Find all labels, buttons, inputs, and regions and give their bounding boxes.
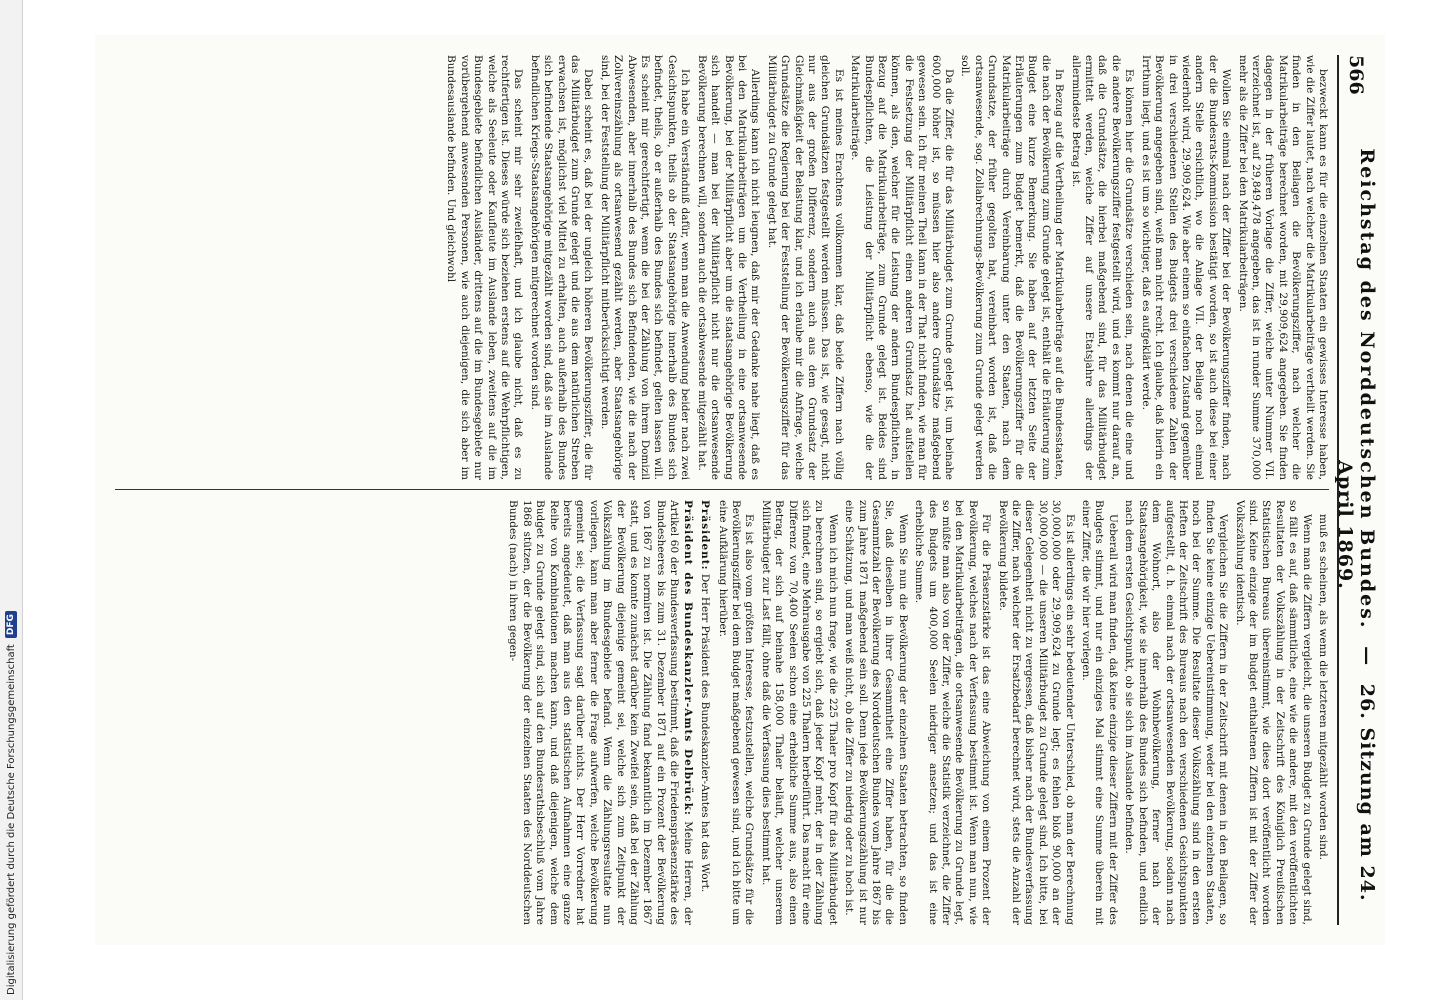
header-session: 26. Sitzung am 24. April 1869. <box>1334 460 1378 902</box>
paragraph: Wenn ich mich nun frage, wie die 225 Thaler pro Kopf für das Militärbudget zu berechnen sind, so ergiebt sich, daß jeder Kopf mehr, der in der Zählung sich findet, eine Mehrausgabe von 225 Thalern herbeiführt. Das macht für eine Differenz von 70,400 Seelen schon eine erhebliche Summe aus, also einen Betrag, der sich auf beinahe 158,000 Thaler beläuft, welcher unserem Militärbudget zur Last fällt, ohne daß die Verfassung dies bestimmt hat. <box>759 500 839 925</box>
credit-line <box>2 10 20 995</box>
header-title: Reichstag des Norddeutschen Bundes. <box>1356 148 1378 630</box>
paragraph: Es ist also vom größten Interesse, festzustellen, welche Grundsätze für die Bevölkerungsziffer bei dem Budget maßgebend gewesen sind, und ich bitte um eine Aufklärung hierüber. <box>716 500 756 925</box>
paragraph: Es ist allerdings ein sehr bedeutender Unterschied, ob man der Berechnung 30,000,000 oder 29,909,624 zu Grunde legt; es fehlen bloß 90,000 an der 30,000,000 — die unseren Militärbudget zu Grunde gelegt sind. Ich bitte, bei dieser Gelegenheit nicht zu vergessen, daß bisher nach der Bundesverfassung die Ziffer, nach welcher der Ersatzbedarf berechnet wird, stets die Anzahl der Bevölkerung bildete. <box>996 500 1076 925</box>
scanned-page <box>95 35 1385 945</box>
paragraph: Vergleichen Sie die Ziffern in der Zeitschrift mit denen in den Beilagen, so finden Sie keine einzige Uebereinstimmung, weder bei den einzelnen Staaten, noch bei der Summe. Die Resultate dieser Volkszählung sind in den ersten Heften der Zeitschrift des Bureaus nach den verschiedenen Gesichtspunkten aufgestellt, d. h. einmal nach der ortsanwesenden Bevölkerung, sodann nach dem Wohnort, also der Wohnbevölkerung, ferner nach der Staatsangehörigkeit, wie sie innerhalb des Bundes sich befinden, und endlich nach dem ersten Gesichtspunkt, ob sie sich im Auslande befinden. <box>1123 500 1230 925</box>
paragraph: muß es scheinen, als wenn die letzteren mitgezählt worden sind. <box>1317 514 1329 861</box>
page-number: 566 <box>1345 55 1367 95</box>
paragraph: Ich habe ein Verständniß dafür, wenn man die Anwendung beider nach zwei Gesichtspunkten, theils ob der Staatsangehörige innerhalb des Bundes sich befindet, theils, ob er außerhalb des Bundes sich befindet, gelten lassen will. Es scheint mir gerechtfertigt, wenn die bei der Zählung von ihrem Domizil Abwesenden, aber innerhalb des Bundes sich Befindenden, wie die nach der Zollvereinszählung als ortsanwesend gezählt werden, aber Staatsangehörige sind, bei der Feststellung der Militärpflicht mitberücksichtigt werden. <box>598 55 692 480</box>
paragraph: Dabei scheint es, daß bei der ungleich höheren Bevölkerungsziffer, die für das Militärbudget zum Grunde gelegt und die aus dem natürlichen Streben erwachsen ist, möglichst viel Mittel zu erhalten, auch außerhalb des Bundes sich befindende Staatsangehörige mitgezählt worden sind, daß sie im Auslande befindlichen Kriegs-Staatsangehörigen mitgerechnet worden sind. <box>528 55 595 480</box>
paragraph: Da die Ziffer, die für das Militärbudget zum Grunde gelegt ist, um beinahe 600,000 höher ist, so müssen hier also andere Grundsätze maßgebend gewesen sein. Ich für meinen Theil kann in der That nicht finden, wie man für die Festsetzung der Militärpflicht einen anderen Grundsatz hat aufstellen können, als den, welcher für die Leistung der andern Bundespflichten, in Bezug auf die Matrikularbeiträge, zum Grunde gelegt ist. Beides sind Bundespflichten, die Leistung der Militärpflicht ebenso, wie die der Matrikularbeiträge. <box>849 55 956 480</box>
paragraph: In Bezug auf die Vertheilung der Matrikularbeiträge auf die Bundesstaaten, die nach der Bevölkerung zum Grunde gelegt ist, enthält die Erläuterung zum Budget eine kurze Bemerkung. Sie haben auf der letzten Seite der Erläuterungen zum Budget bemerkt, daß die Bevölkerungsziffer für die Matrikularbeiträge durch Vereinbarung unter den Staaten, nach dem Grundsatze, der früher gegolten hat, vereinbart worden ist, daß die ortsanwesende, sog. Zollabrechnungs-Bevölkerung zum Grunde gelegt werden soll. <box>959 55 1066 480</box>
header-line <box>1334 125 1378 925</box>
header-separator: — <box>1356 646 1378 668</box>
paragraph: Wollen Sie einmal nach der Ziffer bei der Bevölkerungsziffer finden, nach der die Bundesrats-Kommission bestätigt worden, so ist auch diese bei einer andern Stelle ersichtlich, wo die Anlage VII. der Beilage noch einmal wiederholt wird, 29,909,624. Wie aber einem so einfachen Zustand gegenüber in drei verschiedenen Stellen des Budgets drei verschiedene Zahlen der Bevölkerung angegeben sind, weiß man nicht recht. Ich glaube, daß hierin ein Irrthum liegt, und es ist um so wichtiger, daß es aufgeklärt werde. <box>1139 55 1233 480</box>
page-header <box>1334 55 1378 925</box>
paragraph: Ueberall wird man finden, daß keine einzige dieser Ziffern mit der Ziffer des Budgets stimmt, und nur ein einziges Mal stimmt eine Summe überein mit einer Ziffer, die wir hier vorlegen. <box>1080 500 1119 925</box>
paragraph: Das scheint mir sehr zweifelhaft, und ich glaube nicht, daß es zu rechtfertigen ist. Dieses würde sich beziehen erstens auf die Wehrpflichtigen, welche als Seeleute oder Kaufleute im Auslande leben, zweitens auf die im Bundesgebiete befindlichen Ausländer, drittens auf die im Bundesgebiete nur vorübergehend anwesenden Personen, wie auch diejenigen, die sich aber im Bundesauslande befinden. Und gleichwohl <box>445 55 525 480</box>
speech-delbrueck <box>506 500 694 925</box>
speaker-name: Präsident: <box>699 500 712 571</box>
left-column <box>115 55 1329 480</box>
column-divider <box>115 489 1329 490</box>
paragraph: Für die Präsenzstärke ist das eine Abweichung von einem Prozent der Bevölkerung, welches nach der Verfassung bestimmt ist. Wenn man nun, wie bei den Matrikularbeiträgen, die ortsanwesende Bevölkerung zu Grunde legt, so müßte man also von der Ziffer, welche die Statistik verzeichnet, die Ziffer des Budgets um 400,000 Seelen niedriger ansetzen; und das ist eine erhebliche Summe. <box>913 500 993 925</box>
speech-president <box>698 500 711 925</box>
paragraph: Es ist meines Erachtens vollkommen klar, daß beide Ziffern nach völlig gleichen Grundsätzen festgestellt werden müssen. Das ist, wie gesagt, nicht nur aus der großen Differenz, sondern auch aus dem Grundsatz der Gleichmäßigkeit der Belastung klar, und ich erlaube mir die Anfrage, welche Grundsätze die Regierung bei der Feststellung der Bevölkerungsziffer für das Militärbudget zu Grunde gelegt hat. <box>765 55 845 480</box>
speech-text: Der Herr Präsident des Bundeskanzler-Amtes hat das Wort. <box>699 573 712 893</box>
speaker-name: Präsident des Bundeskanzler-Amts Delbrück: <box>681 500 694 816</box>
paragraph: bezweckt kann es für die einzelnen Staaten ein gewisses Interesse haben, wie die Ziffer lautet, nach welcher die Matrikularbeiträge vertheilt werden. Sie finden in den Beilagen die Bevölkerungsziffer, nach welcher die Matrikularbeiträge berechnet worden, mit 29,909,624 angegeben. Sie finden dagegen in der früheren Vorlage die Ziffer, welche unter Nummer VII. verzeichnet ist, auf 29,849,478 angegeben, das ist in runder Summe 370,000 mehr als die Ziffer bei den Matrikularbeiträgen. <box>1236 55 1329 480</box>
left-sidebar <box>0 0 23 1000</box>
credit-text: Digitalisierung gefördert durch die Deutsche Forschungsgemeinschaft <box>5 644 17 995</box>
page-content <box>95 35 1385 945</box>
paragraph: Es können hier die Grundsätze verschieden sein, nach denen die eine und die andere Bevölkerungsziffer festgestellt wird, und es kommt nur darauf an, daß die Grundsätze, die hierbei maßgebend sind, für das Militärbudget ermittelt werden, welche Ziffer auf unsere Etatsjahre allerdings der allermindeste Betrag ist. <box>1069 55 1136 480</box>
speech-text: Meine Herren, der Artikel 60 der Bundesverfassung bestimmt, daß die Friedenspräsenzstärke des Bundesheeres bis zum 31. Dezember 1871 auf ein Prozent der Bevölkerung von 1867 zu normiren ist. Die Zählung fand bekanntlich im Dezember 1867 statt, und es konnte zunächst darüber kein Zweifel sein, daß bei der Zählung der Bevölkerung diejenige gemeint sei, welche sich zum Zeitpunkt der Volkszählung im Bundesgebiete befand. Wenn die Zählungsresultate nun vorliegen, kann man aber ferner die Frage aufwerfen, welche Bevölkerung gemeint sei; die Verfassung sagt darüber nichts. Der Herr Vorredner hat bereits angedeutet, daß man aus den statistischen Aufnahmen eine ganze Reihe von Kombinationen machen kann, und daß diejenigen, welche dem Budget zu Grunde gelegt sind, sich auf den Bundesrathsbeschluß vom Jahre 1868 stützen, der die Bevölkerung der einzelnen Staaten des Norddeutschen Bundes (nach) in ihren gegen- <box>507 500 694 925</box>
dfg-logo: DFG <box>5 611 17 638</box>
paragraph: Allerdings kann ich nicht leugnen, daß mir der Gedanke nahe liegt, daß es bei den Matrikularbeiträgen um die Vertheilung in eine ortsanwesende Bevölkerung, bei der Militärpflicht aber um die staatsangehörige Bevölkerung sich handelt — man bei der Militärpflicht nicht nur die ortsanwesende Bevölkerung berechnen will, sondern auch die ortsabwesende mitgezählt hat. <box>695 55 762 480</box>
paragraph: Wenn man die Ziffern vergleicht, die unseren Budget zu Grunde gelegt sind, so fällt es auf, daß sämmtliche, eine wie die andere, mit den veröffentlichten Resultaten der Volkszählung in der Zeitschrift des Königlich Preußischen Statistischen Bureaus übereinstimmt, wie diese dort veröffentlicht worden sind. Keine einzige der im Budget enthaltenen Ziffern ist mit der Ziffer der Volkszählung identisch. <box>1233 500 1313 925</box>
right-column <box>115 500 1329 925</box>
paragraph: Wenn Sie nun die Bevölkerung der einzelnen Staaten betrachten, so finden Sie, daß dieselben in ihrer Gesammtheit eine Ziffer haben, für die die Gesammtzahl der Bevölkerung des Norddeutschen Bundes vom Jahre 1867 bis zum Jahre 1871 maßgebend sein soll. Denn jede Bevölkerungszählung ist nur eine Schätzung, und man weiß nicht, ob die Ziffer zu niedrig oder zu hoch ist. <box>843 500 909 925</box>
